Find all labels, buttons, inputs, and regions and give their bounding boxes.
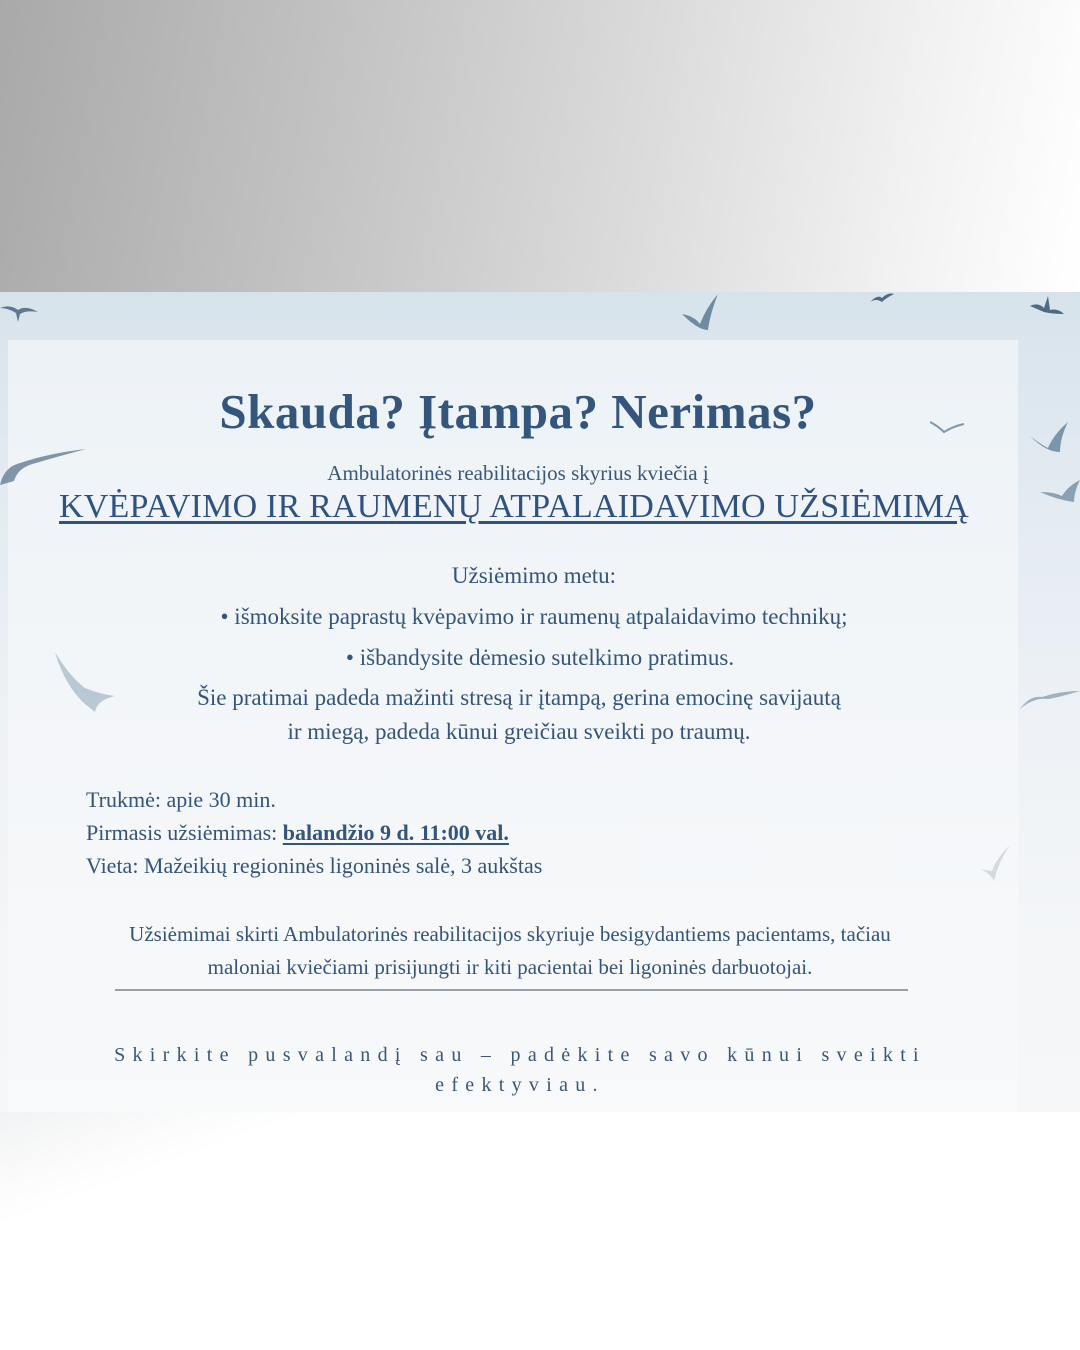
poster-title: Skauda? Įtampa? Nerimas? (219, 384, 817, 439)
bird-icon (0, 302, 40, 324)
benefits-line: ir miegą, padeda kūnui greičiau sveikti po traumų. (287, 719, 751, 744)
bird-icon (1030, 422, 1070, 462)
bottom-white-band (0, 1112, 1080, 1350)
first-session-line (86, 816, 542, 849)
closing-line: efektyviau. (435, 1074, 605, 1096)
first-session-label: Pirmasis užsiėmimas: (86, 820, 283, 845)
poster-subtitle: Ambulatorinės reabilitacijos skyrius kviečia į (327, 461, 709, 485)
audience-line: maloniai kviečiami prisijungti ir kiti pacientai bei ligoninės darbuotojai. (207, 955, 813, 979)
bird-icon (870, 292, 894, 304)
event-details (86, 783, 542, 882)
event-headline: KVĖPAVIMO IR RAUMENŲ ATPALAIDAVIMO UŽSIĖMIMĄ (59, 488, 969, 525)
bullet-item: • išmoksite paprastų kvėpavimo ir raumenų atpalaidavimo technikų; (220, 604, 848, 629)
bird-icon (980, 845, 1010, 885)
location-line: Vieta: Mažeikių regioninės ligoninės salė, 3 aukštas (86, 853, 543, 878)
first-session-date: balandžio 9 d. 11:00 val. (282, 820, 509, 845)
divider-line (115, 989, 908, 991)
audience-line: Užsiėmimai skirti Ambulatorinės reabilitacijos skyriuje besigydantiems pacientams, tačiau (129, 922, 891, 946)
audience-paragraph (20, 918, 1000, 984)
intro-heading: Užsiėmimo metu: (451, 563, 617, 588)
top-gray-gradient-band (0, 0, 1080, 292)
closing-message (40, 1040, 1000, 1100)
bird-icon (680, 292, 724, 336)
benefits-paragraph (0, 681, 1038, 749)
bird-icon (1040, 480, 1080, 506)
benefits-line: Šie pratimai padeda mažinti stresą ir įtampą, gerina emocinę savijautą (197, 685, 841, 710)
closing-line: Skirkite pusvalandį sau – padėkite savo kūnui sveikti (114, 1044, 926, 1066)
bullet-item: • išbandysite dėmesio sutelkimo pratimus. (345, 645, 735, 670)
bird-icon (1030, 294, 1070, 324)
duration-line: Trukmė: apie 30 min. (86, 787, 276, 812)
